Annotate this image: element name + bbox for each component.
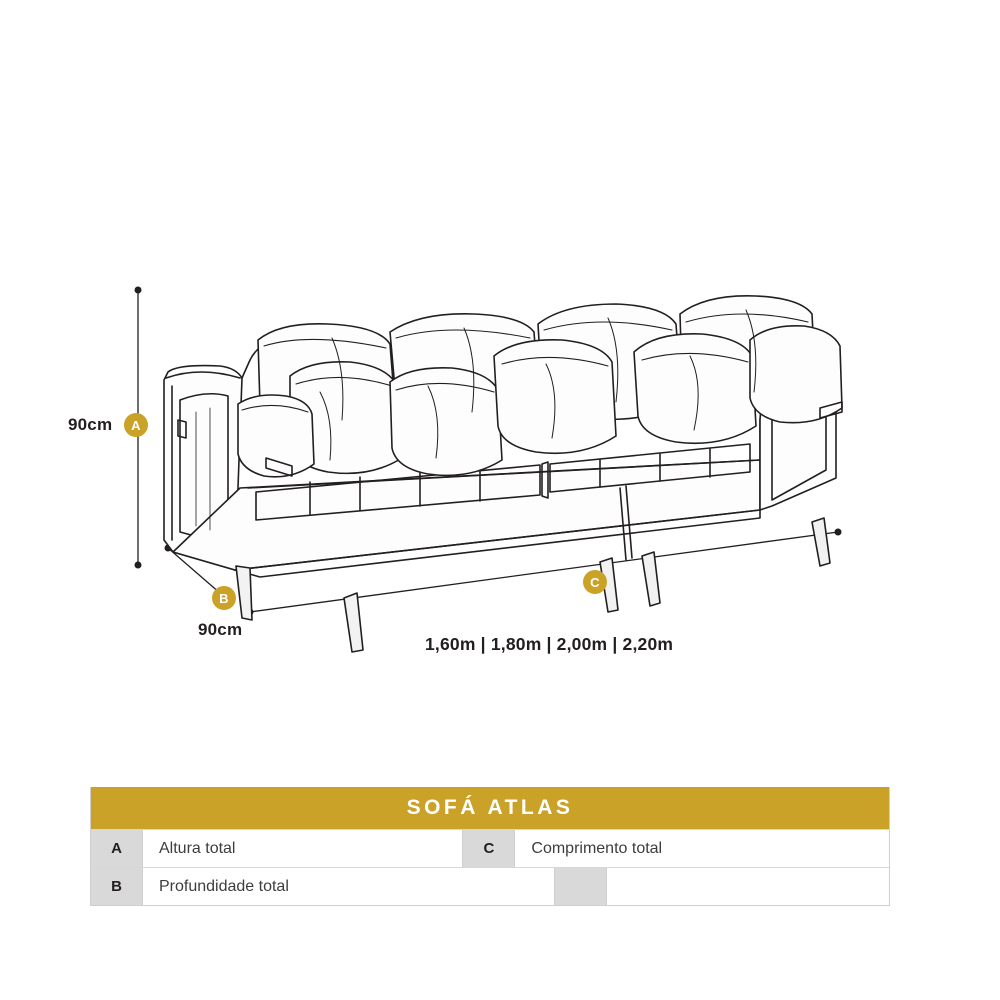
dimension-label-length: 1,60m | 1,80m | 2,00m | 2,20m	[425, 634, 674, 654]
legend-value-empty	[607, 868, 889, 905]
legend-value-b: Profundidade total	[143, 868, 555, 905]
legend-table	[90, 787, 890, 906]
legend-title: SOFÁ ATLAS	[91, 787, 889, 829]
dimension-label-height: 90cm	[68, 415, 113, 434]
legend-key-b: B	[91, 868, 143, 905]
legend-key-a: A	[91, 830, 143, 867]
legend-value-a: Altura total	[143, 830, 463, 867]
dimension-badge-a: A	[124, 413, 148, 437]
dimension-badge-c: C	[583, 570, 607, 594]
dimension-badge-b: B	[212, 586, 236, 610]
legend-value-c: Comprimento total	[531, 839, 663, 857]
legend-key-c: C	[463, 830, 515, 867]
legend-row-2	[91, 867, 889, 905]
dimension-label-depth: 90cm	[198, 620, 243, 639]
legend-row-1	[91, 829, 889, 867]
legend-key-empty	[555, 868, 607, 905]
